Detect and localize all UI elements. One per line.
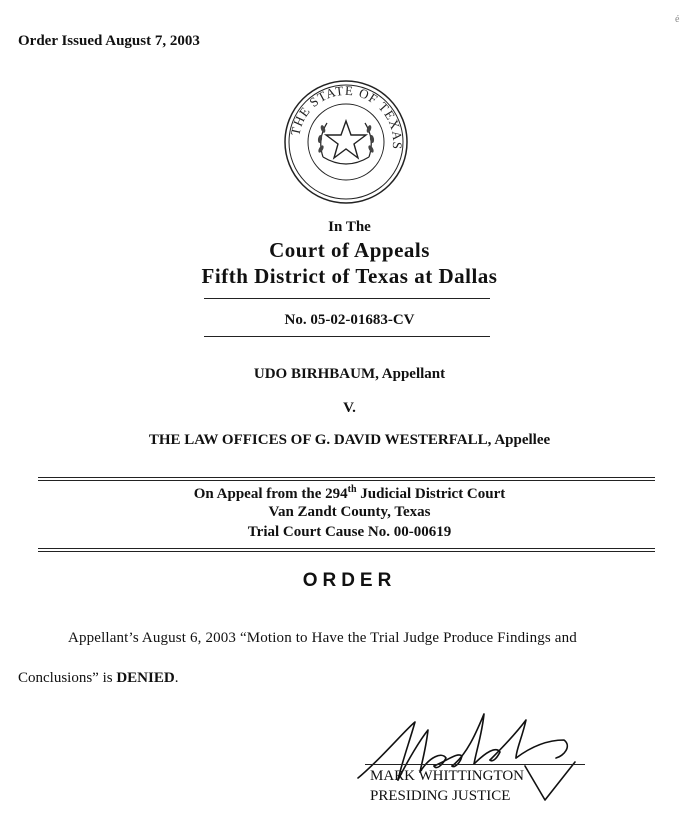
signature-line <box>365 764 585 765</box>
appellant-name: UDO BIRHBAUM, Appellant <box>253 366 446 382</box>
signer-name: MARK WHITTINGTON <box>370 768 525 784</box>
double-rule-bottom <box>38 548 655 552</box>
ordinal-suffix: th <box>347 484 357 495</box>
divider-line <box>204 298 490 299</box>
order-paragraph-line-1: Appellant’s August 6, 2003 “Motion to Have the Trial Judge Produce Findings and <box>68 630 577 646</box>
double-rule-top <box>38 477 655 481</box>
versus-label: V. <box>343 400 356 416</box>
district-name: Fifth District of Texas at Dallas <box>201 264 498 288</box>
seal-text: THE STATE OF TEXAS <box>287 82 406 151</box>
order-paragraph-line-2 <box>18 670 178 687</box>
order-text: Conclusions” is <box>18 670 117 686</box>
signer-title: PRESIDING JUSTICE <box>370 788 511 804</box>
corner-mark: é <box>675 14 680 25</box>
trial-cause-number: Trial Court Cause No. 00-00619 <box>247 524 452 540</box>
ruling-text: DENIED <box>116 670 175 686</box>
county-line: Van Zandt County, Texas <box>268 504 431 520</box>
appeal-court-text: Judicial District Court <box>356 486 506 502</box>
court-name: Court of Appeals <box>269 238 430 262</box>
divider-line <box>204 336 490 337</box>
in-the-heading: In The <box>328 219 371 235</box>
order-title: ORDER <box>302 570 397 591</box>
case-number: No. 05-02-01683-CV <box>284 312 415 328</box>
appellee-name: THE LAW OFFICES OF G. DAVID WESTERFALL, Appellee <box>148 432 551 448</box>
texas-state-seal <box>283 79 409 205</box>
period: . <box>174 670 179 686</box>
appeal-source-line <box>0 484 699 503</box>
order-issued-date: Order Issued August 7, 2003 <box>18 33 200 49</box>
appeal-source-text: On Appeal from the 294 <box>193 486 348 502</box>
